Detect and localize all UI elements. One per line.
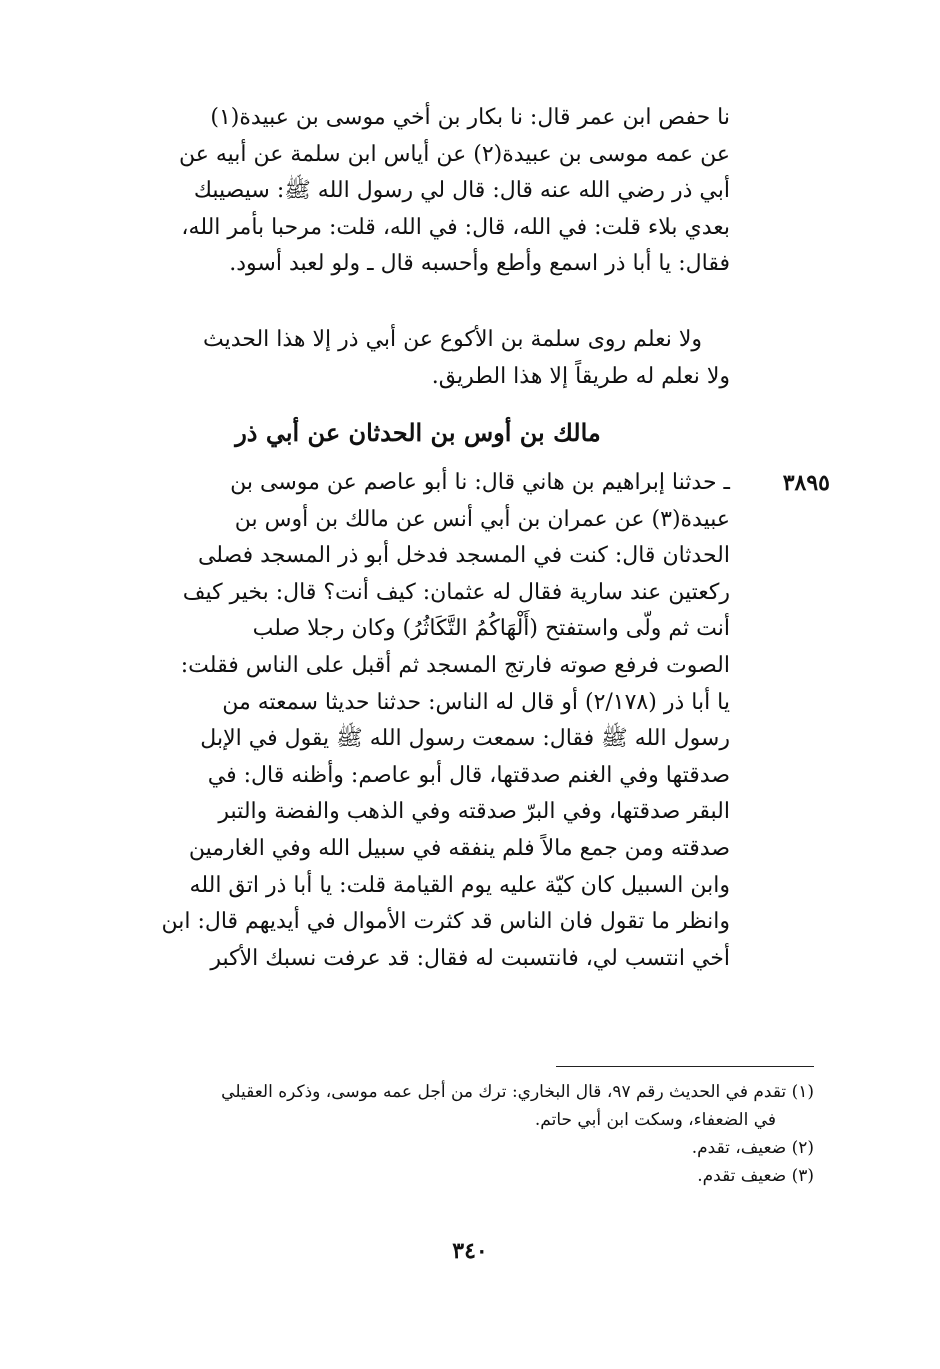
text-line: أبي ذر رضي الله عنه قال: قال لي رسول الله ﷺ: سيصيبك [193, 178, 730, 204]
text-line: أخي انتسب لي، فانتسبت له فقال: قد عرفت نسبك الأكبر [210, 945, 730, 971]
text-line: عن عمه موسى بن عبيدة(٢) عن أياس ابن سلمة عن أبيه عن [178, 141, 730, 167]
text-line: فقال: يا أبا ذر اسمع وأطع وأحسبه قال ـ ولو لعبد أسود. [229, 251, 730, 277]
hadith-number: ٣٨٩٥ [782, 470, 830, 496]
text-line: بعدي بلاء قلت: في الله، قال: في الله، قلت: مرحبا بأمر الله، [181, 214, 730, 240]
text-line: أنت ثم ولّى واستفتح (أَلْهَاكُمُ التَّكَاثُرُ) وكان رجلا صلب [252, 616, 730, 642]
footnote-2 [106, 1134, 814, 1162]
footnote-marker: (٢) [791, 1138, 814, 1158]
text-line: صدقتها وفي الغنم صدقتها، قال أبو عاصم: وأظنه قال: في [207, 762, 730, 788]
text-line: رسول الله ﷺ فقال: سمعت رسول الله ﷺ يقول في الإبل [200, 726, 730, 752]
footnote-1-continued: في الضعفاء، وسكت ابن أبي حاتم. [534, 1110, 776, 1130]
text-line: ـ حدثنا إبراهيم بن هاني قال: نا أبو عاصم عن موسى بن [230, 470, 730, 495]
text-line: صدقته ومن جمع مالاً فلم ينفقه في سبيل الله وفي الغارمين [188, 835, 730, 861]
text-line: نا حفص ابن عمر قال: نا بكار بن أخي موسى بن عبيدة(١) [210, 105, 730, 130]
footnote-marker: (١) [791, 1082, 814, 1102]
footnote-text: ضعيف، تقدم. [691, 1138, 787, 1158]
footnote-text: ضعيف تقدم. [697, 1166, 787, 1186]
author-note [106, 322, 730, 395]
text-line: وانظر ما تقول فان الناس قد كثرت الأموال في أيديهم قال: ابن [161, 909, 730, 935]
footnote-divider [556, 1066, 814, 1067]
footnote-1 [106, 1078, 814, 1106]
text-line: البقر صدقتها، وفي البرّ صدقته وفي الذهب والفضة والتبر [218, 799, 730, 825]
section-heading: مالك بن أوس بن الحدثان عن أبي ذر [235, 418, 601, 447]
hadith-3895 [106, 465, 830, 977]
page-number: ٣٤٠ [452, 1238, 488, 1264]
footnotes [106, 1078, 814, 1190]
text-line: وابن السبيل كان كيّة عليه يوم القيامة قلت: يا أبا ذر اتق الله [189, 872, 730, 898]
text-line: ولا نعلم له طريقاً إلا هذا الطريق. [431, 363, 730, 389]
text-line: الحدثان قال: كنت في المسجد فدخل أبو ذر المسجد فصلى [197, 543, 730, 569]
footnote-3 [106, 1162, 814, 1190]
hadith-continuation [106, 100, 730, 283]
footnote-text: تقدم في الحديث رقم ٩٧، قال البخاري: ترك من أجل عمه موسى، وذكره العقيلي [221, 1082, 787, 1102]
text-line: يا أبا ذر (٢/١٧٨) أو قال له الناس: حدثنا حديثا سمعته من [222, 689, 730, 715]
text-line: عبيدة(٣) عن عمران بن أبي أنس عن مالك بن أوس بن [234, 506, 730, 532]
text-line: ركعتين عند سارية فقال له عثمان: كيف أنت؟ قال: بخير كيف [182, 579, 730, 605]
text-line: ولا نعلم روى سلمة بن الأكوع عن أبي ذر إلا هذا الحديث [202, 327, 702, 352]
footnote-marker: (٣) [791, 1166, 814, 1186]
text-line: الصوت فرفع صوته فارتج المسجد ثم أقبل على الناس فقلت: [180, 652, 730, 678]
